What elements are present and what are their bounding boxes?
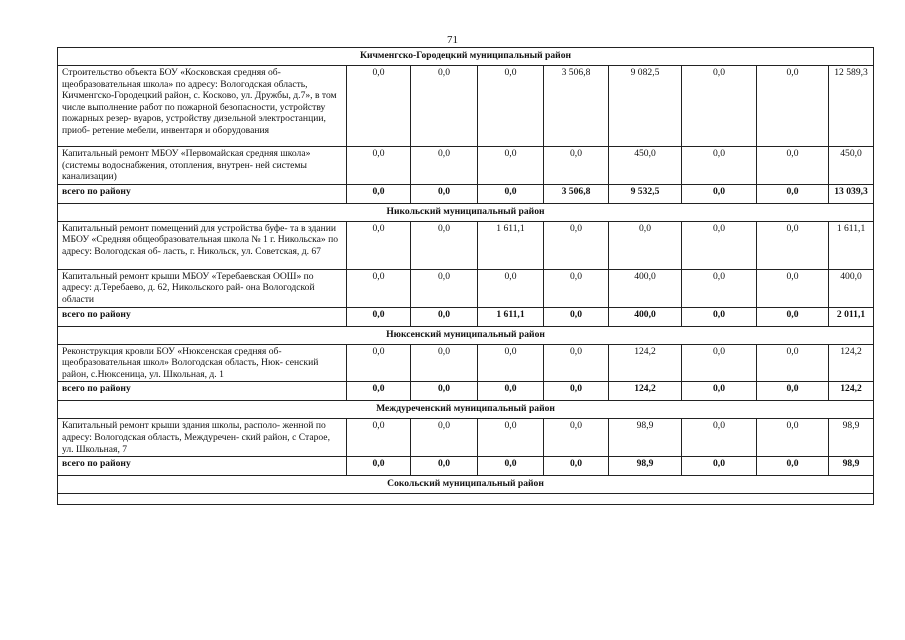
page-number: 71: [447, 34, 458, 46]
value-cell: 12 589,3: [829, 66, 874, 147]
total-label: всего по району: [58, 307, 347, 326]
value-cell: 450,0: [609, 147, 682, 185]
value-cell: 124,2: [609, 344, 682, 382]
value-cell: 0,0: [478, 344, 544, 382]
project-name: Строительство объекта БОУ «Косковская средняя об- щеобразовательная школа» по адресу: Вологодская область, Кичменгско-Городецкий район, с. Косково, ул. Дружбы, д.7», в том числе выполнение работ по пожарной безопасности, устройству пожарных резер- вуаров, устройству дизельной электростанции, приоб- ретение мебели, инвентаря и оборудования: [58, 66, 347, 147]
total-cell: 0,0: [544, 382, 609, 401]
value-cell: 0,0: [682, 269, 757, 307]
district-header: [58, 203, 874, 221]
value-cell: 3 506,8: [544, 66, 609, 147]
table-row: [58, 269, 874, 307]
total-cell: 0,0: [682, 307, 757, 326]
value-cell: 0,0: [544, 269, 609, 307]
district-header: [58, 326, 874, 344]
district-total-row: [58, 457, 874, 476]
value-cell: 0,0: [682, 419, 757, 457]
total-cell: 0,0: [682, 184, 757, 203]
total-cell: 3 506,8: [544, 184, 609, 203]
value-cell: 0,0: [478, 66, 544, 147]
total-cell: 98,9: [829, 457, 874, 476]
total-cell: 0,0: [347, 184, 411, 203]
district-header: [58, 401, 874, 419]
total-cell: 0,0: [347, 382, 411, 401]
value-cell: 0,0: [411, 344, 478, 382]
total-cell: 0,0: [682, 382, 757, 401]
value-cell: 0,0: [757, 344, 829, 382]
value-cell: 0,0: [347, 66, 411, 147]
project-name: Капитальный ремонт МБОУ «Первомайская средняя школа» (системы водоснабжения, отопления, внутрен- ней системы канализации): [58, 147, 347, 185]
project-name: Капитальный ремонт крыши здания школы, располо- женной по адресу: Вологодская область, Междуречен- ский район, с Старое, ул. Школьная, 7: [58, 419, 347, 457]
total-label: всего по району: [58, 457, 347, 476]
value-cell: 0,0: [411, 221, 478, 269]
district-total-row: [58, 382, 874, 401]
total-cell: 0,0: [757, 382, 829, 401]
total-cell: 0,0: [478, 457, 544, 476]
value-cell: 98,9: [829, 419, 874, 457]
value-cell: 0,0: [544, 419, 609, 457]
district-total-row: [58, 184, 874, 203]
value-cell: 450,0: [829, 147, 874, 185]
value-cell: 0,0: [347, 269, 411, 307]
district-title: Нюксенский муниципальный район: [58, 326, 874, 344]
district-title: Никольский муниципальный район: [58, 203, 874, 221]
total-cell: 0,0: [411, 307, 478, 326]
total-cell: 0,0: [682, 457, 757, 476]
value-cell: 0,0: [757, 221, 829, 269]
total-cell: 0,0: [478, 382, 544, 401]
project-name: Капитальный ремонт помещений для устройства буфе- та в здании МБОУ «Средняя общеобразовательная школа № 1 г. Никольска» по адресу: Вологодская об- ласть, г. Никольск, ул. Советская, д. 67: [58, 221, 347, 269]
value-cell: 400,0: [829, 269, 874, 307]
value-cell: 0,0: [682, 66, 757, 147]
value-cell: 0,0: [411, 419, 478, 457]
district-title: Междуреченский муниципальный район: [58, 401, 874, 419]
total-cell: 0,0: [411, 184, 478, 203]
total-cell: 0,0: [544, 457, 609, 476]
total-cell: 13 039,3: [829, 184, 874, 203]
total-cell: 0,0: [347, 457, 411, 476]
value-cell: 124,2: [829, 344, 874, 382]
table-row: [58, 419, 874, 457]
table-row: [58, 344, 874, 382]
value-cell: 1 611,1: [478, 221, 544, 269]
total-label: всего по району: [58, 184, 347, 203]
total-cell: 0,0: [347, 307, 411, 326]
total-cell: 9 532,5: [609, 184, 682, 203]
value-cell: 0,0: [478, 269, 544, 307]
total-cell: 0,0: [757, 184, 829, 203]
value-cell: 0,0: [347, 147, 411, 185]
value-cell: 0,0: [411, 66, 478, 147]
budget-table: [57, 47, 874, 505]
value-cell: 0,0: [411, 147, 478, 185]
total-cell: 400,0: [609, 307, 682, 326]
value-cell: 0,0: [757, 419, 829, 457]
value-cell: 1 611,1: [829, 221, 874, 269]
total-cell: 98,9: [609, 457, 682, 476]
value-cell: 400,0: [609, 269, 682, 307]
total-cell: 1 611,1: [478, 307, 544, 326]
total-cell: 0,0: [411, 382, 478, 401]
value-cell: 0,0: [757, 269, 829, 307]
total-cell: 0,0: [411, 457, 478, 476]
district-header: [58, 48, 874, 66]
value-cell: 0,0: [478, 147, 544, 185]
table-row: [58, 147, 874, 185]
value-cell: 0,0: [544, 147, 609, 185]
value-cell: 0,0: [682, 344, 757, 382]
value-cell: 0,0: [609, 221, 682, 269]
value-cell: 0,0: [347, 419, 411, 457]
value-cell: 0,0: [544, 344, 609, 382]
value-cell: 0,0: [682, 221, 757, 269]
value-cell: 0,0: [411, 269, 478, 307]
table-row: [58, 66, 874, 147]
value-cell: 98,9: [609, 419, 682, 457]
value-cell: 0,0: [682, 147, 757, 185]
total-cell: 0,0: [544, 307, 609, 326]
value-cell: 0,0: [544, 221, 609, 269]
project-name: Реконструкция кровли БОУ «Нюксенская средняя об- щеобразовательная школ» Вологодская область, Нюк- сенский район, с.Нюксеница, ул. Школьная, д. 1: [58, 344, 347, 382]
total-cell: 0,0: [757, 457, 829, 476]
value-cell: 0,0: [757, 66, 829, 147]
value-cell: 0,0: [478, 419, 544, 457]
value-cell: 0,0: [757, 147, 829, 185]
project-name: Капитальный ремонт крыши МБОУ «Теребаевская ООШ» по адресу: д.Теребаево, д. 62, Никольского рай- она Вологодской области: [58, 269, 347, 307]
empty-row: [58, 494, 874, 505]
district-title: Сокольский муниципальный район: [58, 476, 874, 494]
total-cell: 124,2: [829, 382, 874, 401]
table-row: [58, 221, 874, 269]
value-cell: 9 082,5: [609, 66, 682, 147]
total-cell: 0,0: [478, 184, 544, 203]
district-total-row: [58, 307, 874, 326]
value-cell: 0,0: [347, 344, 411, 382]
total-label: всего по району: [58, 382, 347, 401]
value-cell: 0,0: [347, 221, 411, 269]
district-title: Кичменгско-Городецкий муниципальный район: [58, 48, 874, 66]
total-cell: 2 011,1: [829, 307, 874, 326]
total-cell: 124,2: [609, 382, 682, 401]
total-cell: 0,0: [757, 307, 829, 326]
district-header: [58, 476, 874, 494]
